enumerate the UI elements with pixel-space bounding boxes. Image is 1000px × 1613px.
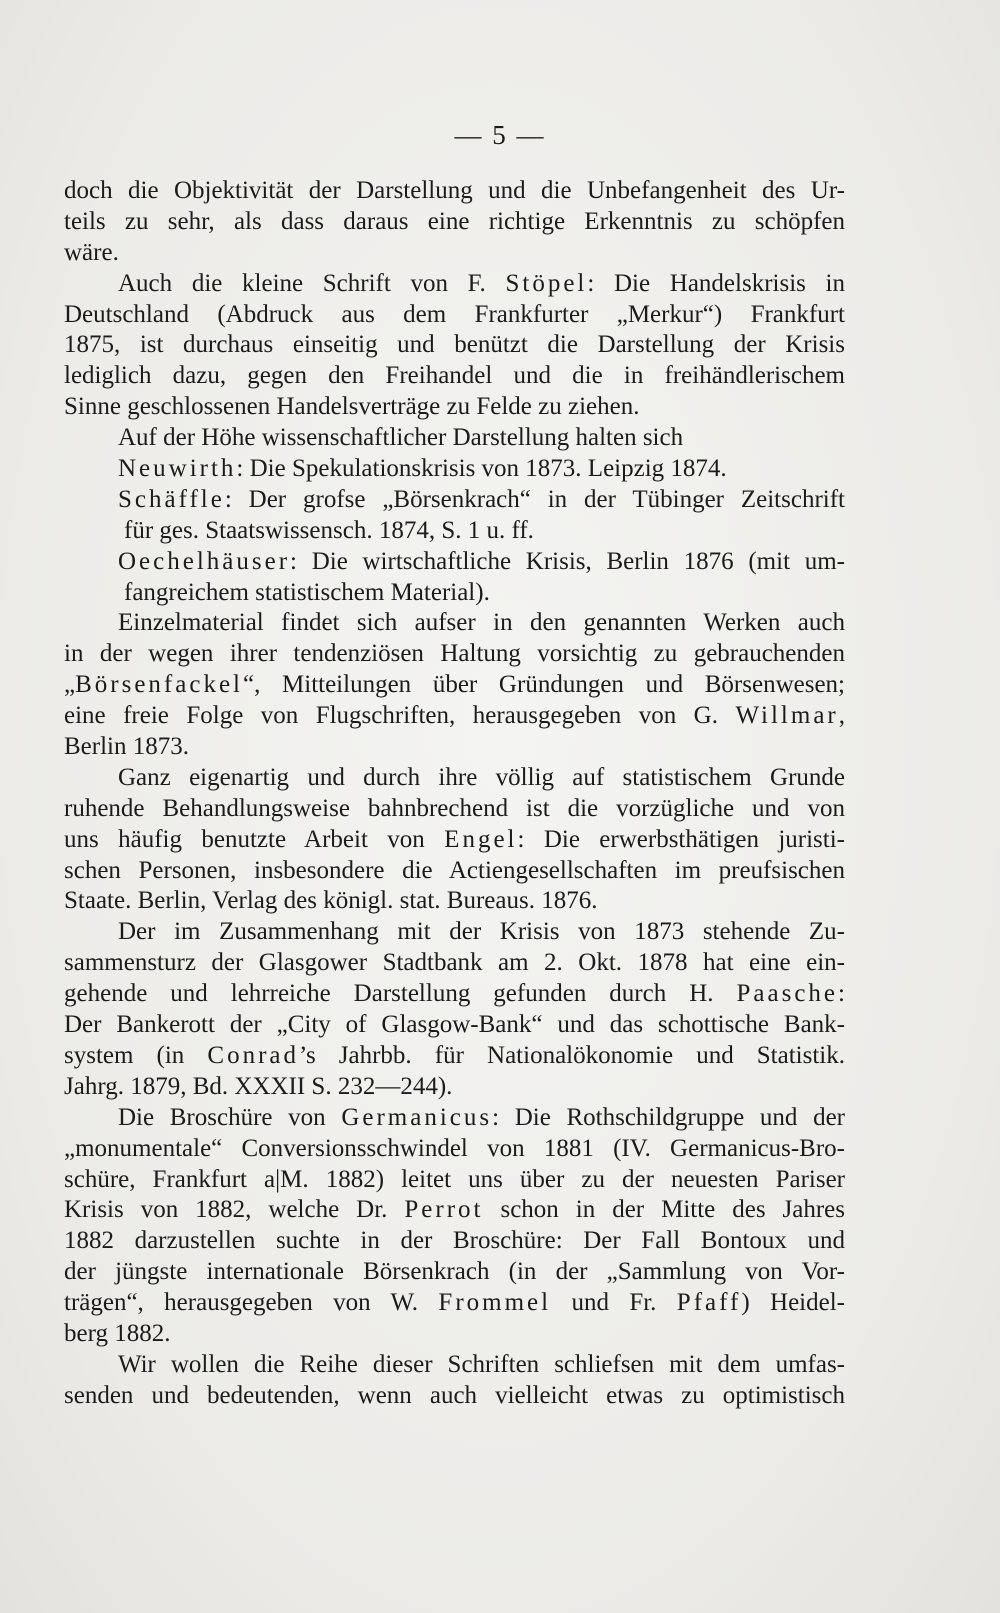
text-segment: schon in der Mitte des Jahres: [483, 1196, 845, 1224]
text-line: [64, 979, 845, 1010]
text-line: [64, 1165, 845, 1196]
text-line: [64, 732, 845, 763]
text-line: [64, 516, 845, 547]
text-segment: Der im Zusammenhang mit der Krisis von 1873 stehende Zu-: [118, 918, 845, 946]
text-line: [64, 917, 845, 948]
text-line: [64, 300, 845, 331]
text-line: [64, 1319, 845, 1350]
text-segment: Jahrg. 1879, Bd. XXXII S. 232—244).: [64, 1072, 453, 1100]
text-segment: : Die wirtschaftliche Krisis, Berlin 1876 (mit um-: [290, 547, 845, 575]
text-segment: Ganz eigenartig und durch ihre völlig auf statistischem Grunde: [118, 763, 845, 791]
text-segment: Berlin 1873.: [64, 733, 189, 761]
text-segment: trägen“, herausgegeben von W.: [64, 1289, 439, 1317]
text-segment: schen Personen, insbesondere die Actiengesellschaften im preufsischen: [64, 856, 845, 884]
text-segment: uns häufig benutzte Arbeit von: [64, 825, 445, 853]
text-line: [64, 701, 845, 732]
text-segment: fangreichem statistischem Material).: [124, 578, 490, 606]
text-segment: berg 1882.: [64, 1319, 171, 1347]
text-segment: 1882 darzustellen suchte in der Broschüre: Der Fall Bontoux und: [64, 1227, 845, 1255]
spaced-name: Stöpel: [505, 269, 588, 297]
text-segment: schüre, Frankfurt a|M. 1882) leitet uns über zu der neuesten Pariser: [64, 1165, 845, 1193]
text-segment: Auf der Höhe wissenschaftlicher Darstellung halten sich: [118, 424, 684, 452]
text-segment: Sinne geschlossenen Handelsverträge zu Felde zu ziehen.: [64, 393, 640, 421]
text-line: [64, 825, 845, 856]
text-segment: in der wegen ihrer tendenziösen Haltung vorsichtig zu gebrauchenden: [64, 640, 845, 668]
spaced-name: Pfaff: [676, 1289, 742, 1317]
text-line: [64, 639, 845, 670]
text-segment: Der Bankerott der „City of Glasgow-Bank“ und das schottische Bank-: [64, 1011, 845, 1039]
text-segment: ,: [838, 702, 845, 730]
text-segment: 1875, ist durchaus einseitig und benützt die Darstellung der Krisis: [64, 331, 845, 359]
text-segment: der jüngste internationale Börsenkrach (in der „Sammlung von Vor-: [64, 1258, 845, 1286]
text-segment: Auch die kleine Schrift von F.: [118, 269, 506, 297]
text-segment: und Fr.: [551, 1289, 677, 1317]
text-segment: „monumentale“ Conversionsschwindel von 1881 (IV. Germanicus-Bro-: [64, 1134, 845, 1162]
text-segment: ruhende Behandlungsweise bahnbrechend ist die vorzügliche und von: [64, 794, 845, 822]
text-segment: „: [64, 671, 76, 699]
text-segment: lediglich dazu, gegen den Freihandel und die in freihändlerischem: [64, 362, 845, 390]
text-segment: : Der grofse „Börsenkrach“ in der Tübinger Zeitschrift: [224, 485, 845, 513]
text-line: [64, 886, 845, 917]
text-line: [64, 269, 845, 300]
text-line: [64, 1041, 845, 1072]
text-line: [64, 1226, 845, 1257]
text-line: [64, 485, 845, 516]
text-line: [64, 176, 845, 207]
text-segment: : Die Spekulationskrisis von 1873. Leipzig 1874.: [236, 455, 727, 483]
spaced-name: Oechelhäuser: [118, 547, 291, 575]
text-segment: Staate. Berlin, Verlag des königl. stat. Bureaus. 1876.: [64, 887, 598, 915]
text-line: [64, 670, 845, 701]
spaced-name: Börsenfackel: [75, 671, 243, 699]
spaced-name: Paasche: [736, 980, 839, 1008]
text-segment: Einzelmaterial findet sich aufser in den genannten Werken auch: [118, 609, 845, 637]
text-line: [64, 547, 845, 578]
text-segment: eine freie Folge von Flugschriften, herausgegeben von G.: [64, 702, 736, 730]
text-line: [64, 1103, 845, 1134]
text-line: [64, 1257, 845, 1288]
text-line: [64, 578, 845, 609]
text-segment: sammensturz der Glasgower Stadtbank am 2. Okt. 1878 hat eine ein-: [64, 949, 845, 977]
text-line: [64, 238, 845, 269]
text-segment: :: [838, 980, 845, 1008]
text-segment: doch die Objektivität der Darstellung und die Unbefangenheit des Ur-: [64, 177, 845, 204]
text-line: [64, 1072, 845, 1103]
text-line: [64, 330, 845, 361]
text-line: [64, 207, 845, 238]
text-segment: system (in: [64, 1041, 208, 1069]
text-segment: Krisis von 1882, welche Dr.: [64, 1196, 405, 1224]
text-segment: ’s Jahrbb. für Nationalökonomie und Statistik.: [299, 1041, 845, 1069]
text-segment: : Die Rothschildgruppe und der: [492, 1103, 845, 1131]
text-line: [64, 1134, 845, 1165]
text-line: [64, 361, 845, 392]
text-segment: Wir wollen die Reihe dieser Schriften schliefsen mit dem umfas-: [118, 1350, 845, 1378]
text-line: [64, 763, 845, 794]
text-segment: senden und bedeutenden, wenn auch vielleicht etwas zu optimistisch: [64, 1381, 845, 1409]
spaced-name: Willmar: [735, 702, 839, 730]
text-line: [64, 392, 845, 423]
spaced-name: Perrot: [404, 1196, 484, 1224]
text-segment: für ges. Staatswissensch. 1874, S. 1 u. ff.: [124, 516, 534, 544]
page-number: — 5 —: [454, 120, 546, 150]
text-line: [64, 856, 845, 887]
spaced-name: Engel: [444, 825, 518, 853]
text-line: [64, 794, 845, 825]
text-line: [64, 423, 845, 454]
text-segment: “, Mitteilungen über Gründungen und Börsenwesen;: [243, 671, 845, 699]
spaced-name: Conrad: [207, 1041, 300, 1069]
spaced-name: Schäffle: [118, 485, 225, 513]
text-line: [64, 1288, 845, 1319]
text-segment: ) Heidel-: [741, 1289, 845, 1317]
text-segment: Deutschland (Abdruck aus dem Frankfurter „Merkur“) Frankfurt: [64, 300, 845, 328]
text-line: [64, 1350, 845, 1381]
spaced-name: Neuwirth: [118, 455, 237, 483]
text-segment: teils zu sehr, als dass daraus eine richtige Erkenntnis zu schöpfen: [64, 207, 845, 235]
text-segment: gehende und lehrreiche Darstellung gefunden durch H.: [64, 980, 737, 1008]
text-line: [64, 1010, 845, 1041]
text-line: [64, 1195, 845, 1226]
spaced-name: Germanicus: [341, 1103, 493, 1131]
text-segment: Die Broschüre von: [118, 1103, 342, 1131]
text-line: [64, 948, 845, 979]
text-segment: wäre.: [64, 238, 119, 266]
text-segment: : Die Handelskrisis in: [587, 269, 845, 297]
text-line: [64, 608, 845, 639]
text-line: [64, 1381, 845, 1412]
spaced-name: Frommel: [438, 1289, 552, 1317]
body-text: [64, 176, 845, 1412]
text-line: [64, 454, 845, 485]
text-segment: : Die erwerbsthätigen juristi-: [517, 825, 845, 853]
